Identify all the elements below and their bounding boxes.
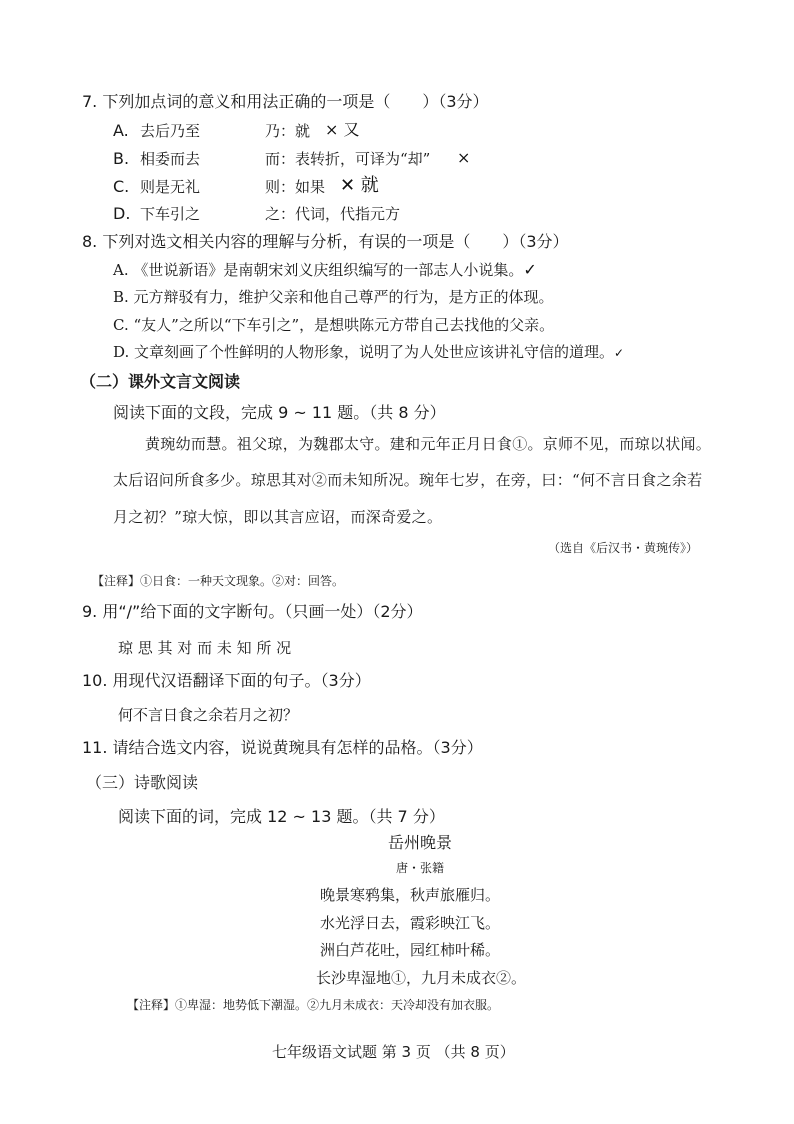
option-explain: 之：代词，代指元方	[265, 205, 401, 223]
q8-option-b	[113, 288, 554, 306]
q10-text: 何不言日食之余若月之初？	[118, 706, 299, 724]
option-explain: 则：如果	[265, 178, 326, 196]
section3-heading: （三）诗歌阅读	[86, 773, 199, 792]
option-phrase: 相委而去	[140, 150, 201, 168]
q8-option-a	[113, 260, 537, 279]
q8-option-c	[113, 316, 554, 334]
option-letter: A.	[113, 121, 129, 140]
section2-heading: （二）课外文言文阅读	[80, 372, 241, 391]
passage-line-2: 太后诏问所食多少。琼思其对②而未知所况。琬年七岁，在旁，曰：“何不言日食之余若	[113, 471, 703, 489]
section2-intro: 阅读下面的文段，完成 9 ~ 11 题。（共 8 分）	[113, 403, 446, 422]
q7-stem: 7. 下列加点词的意义和用法正确的一项是（ ）（3分）	[82, 92, 489, 111]
option-phrase: 则是无礼	[140, 178, 201, 196]
poem-line-2: 水光浮日去，霞彩映江飞。	[320, 914, 501, 932]
section3-note: 【注释】①卑湿：地势低下潮湿。②九月未成衣：天冷却没有加衣服。	[127, 998, 500, 1012]
poem-line-3: 洲白芦花吐，园红柿叶稀。	[320, 941, 501, 959]
passage-line-3: 月之初？”琼大惊，即以其言应诏，而深奇爱之。	[113, 508, 443, 526]
q9-stem: 9. 用“/”给下面的文字断句。（只画一处）（2分）	[82, 602, 423, 621]
option-explain: 乃：就	[265, 122, 311, 140]
page-footer: 七年级语文试题 第 3 页 （共 8 页）	[272, 1043, 515, 1061]
option-letter: D.	[113, 204, 131, 223]
section2-note: 【注释】①日食：一种天文现象。②对：回答。	[92, 574, 345, 588]
poem-line-4: 长沙卑湿地①，九月未成衣②。	[316, 969, 527, 987]
poem-title: 岳州晚景	[388, 833, 453, 852]
section3-intro: 阅读下面的词，完成 12 ~ 13 题。（共 7 分）	[118, 807, 445, 826]
option-letter: B.	[113, 149, 130, 168]
handwritten-mark: ×	[457, 148, 471, 167]
passage-line-1: 黄琬幼而慧。祖父琼，为魏郡太守。建和元年正月日食①。京师不见，而琼以状闻。	[145, 435, 712, 453]
q9-text: 琼 思 其 对 而 未 知 所 况	[118, 639, 292, 657]
option-text: B. 元方辩驳有力，维护父亲和他自己尊严的行为，是方正的体现。	[113, 288, 554, 306]
q8-stem: 8. 下列对选文相关内容的理解与分析，有误的一项是（ ）（3分）	[82, 232, 569, 251]
check-mark: ✓	[523, 260, 537, 279]
option-phrase: 下车引之	[140, 205, 201, 223]
option-text: A. 《世说新语》是南朝宋刘义庆组织编写的一部志人小说集。	[113, 261, 524, 279]
option-letter: C.	[113, 177, 130, 196]
option-text: C. “友人”之所以“下车引之”，是想哄陈元方带自己去找他的父亲。	[113, 316, 555, 334]
poem-line-1: 晚景寒鸦集，秋声旅雁归。	[320, 886, 501, 904]
option-text: D. 文章刻画了个性鲜明的人物形象，说明了为人处世应该讲礼守信的道理。	[113, 343, 615, 361]
q10-stem: 10. 用现代汉语翻译下面的句子。（3分）	[82, 671, 371, 690]
q11-stem: 11. 请结合选文内容，说说黄琬具有怎样的品格。（3分）	[82, 738, 483, 757]
check-mark: ✓	[614, 346, 625, 360]
poem-author: 唐・张籍	[396, 861, 445, 875]
option-phrase: 去后乃至	[140, 122, 201, 140]
handwritten-mark: × 又	[325, 120, 360, 139]
option-explain: 而：表转折，可译为“却”	[265, 150, 431, 168]
handwritten-mark: ✕ 就	[340, 175, 379, 196]
q8-option-d	[113, 343, 624, 361]
passage-source: （选自《后汉书・黄琬传》）	[548, 541, 699, 555]
